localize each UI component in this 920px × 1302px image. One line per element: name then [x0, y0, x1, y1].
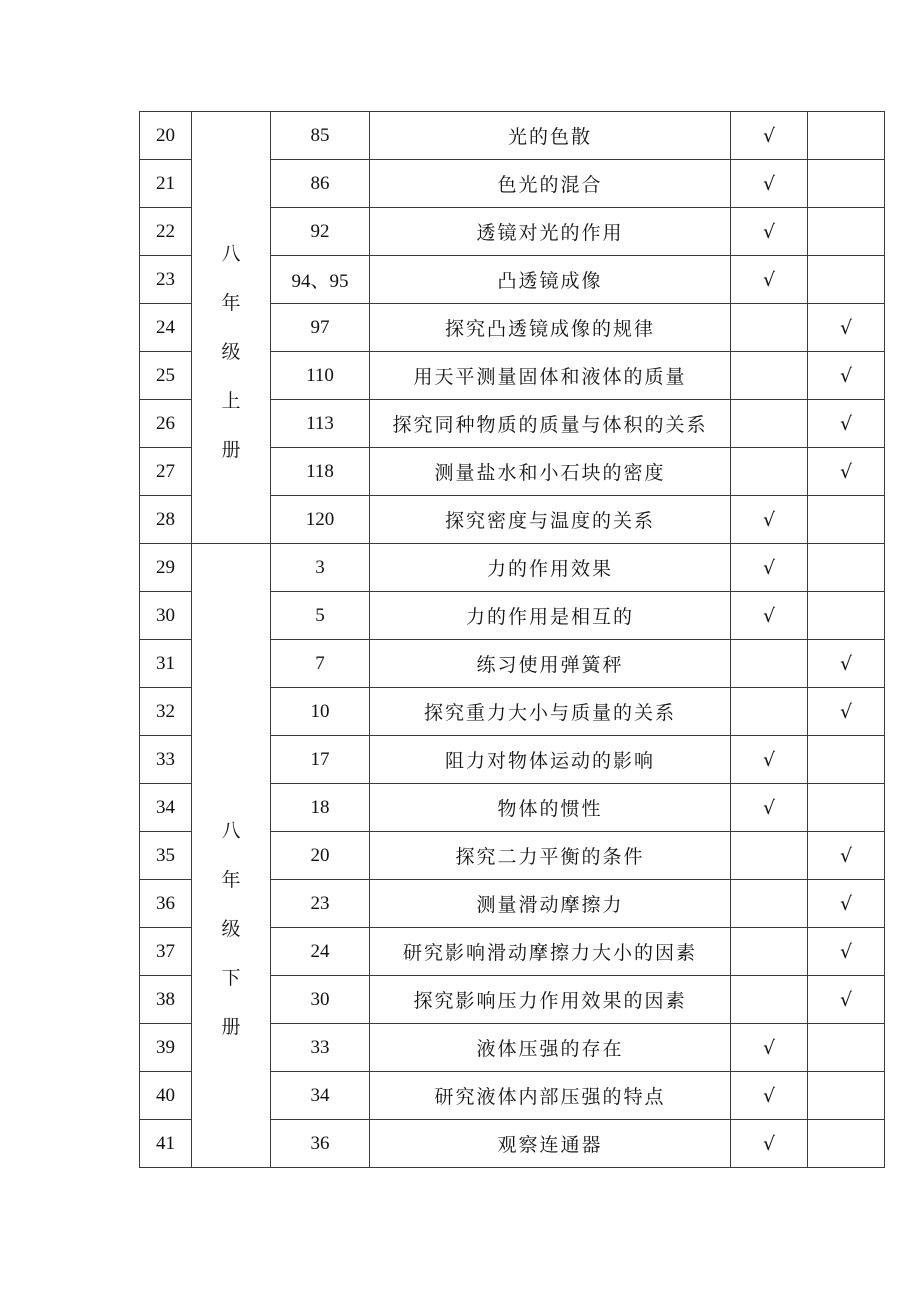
experiment-title: 探究二力平衡的条件	[370, 832, 731, 880]
group-check: √	[808, 832, 885, 880]
page-number: 34	[271, 1072, 370, 1120]
volume-label	[192, 112, 271, 544]
row-number: 25	[140, 352, 192, 400]
group-check	[808, 1072, 885, 1120]
demo-check: √	[731, 496, 808, 544]
volume-label-chars	[192, 181, 270, 475]
page-number: 7	[271, 640, 370, 688]
row-number: 32	[140, 688, 192, 736]
demo-check	[731, 688, 808, 736]
table-row	[140, 112, 885, 160]
row-number: 27	[140, 448, 192, 496]
page-number: 118	[271, 448, 370, 496]
row-number: 35	[140, 832, 192, 880]
group-check: √	[808, 448, 885, 496]
experiment-title: 探究重力大小与质量的关系	[370, 688, 731, 736]
demo-check	[731, 880, 808, 928]
group-check: √	[808, 976, 885, 1024]
demo-check: √	[731, 1120, 808, 1168]
experiment-title: 探究凸透镜成像的规律	[370, 304, 731, 352]
page-number: 120	[271, 496, 370, 544]
demo-check	[731, 304, 808, 352]
volume-label-char: 册	[221, 438, 241, 461]
row-number: 20	[140, 112, 192, 160]
group-check	[808, 592, 885, 640]
experiment-title: 液体压强的存在	[370, 1024, 731, 1072]
group-check: √	[808, 880, 885, 928]
demo-check: √	[731, 112, 808, 160]
experiment-title: 力的作用效果	[370, 544, 731, 592]
experiment-title: 用天平测量固体和液体的质量	[370, 352, 731, 400]
demo-check	[731, 352, 808, 400]
page-number: 3	[271, 544, 370, 592]
row-number: 21	[140, 160, 192, 208]
row-number: 36	[140, 880, 192, 928]
volume-label-char: 年	[221, 291, 241, 314]
group-check: √	[808, 688, 885, 736]
group-check	[808, 256, 885, 304]
experiment-title: 光的色散	[370, 112, 731, 160]
page-number: 85	[271, 112, 370, 160]
row-number: 39	[140, 1024, 192, 1072]
volume-label-char: 八	[221, 819, 241, 842]
demo-check	[731, 832, 808, 880]
row-number: 22	[140, 208, 192, 256]
group-check	[808, 496, 885, 544]
volume-label-chars	[192, 660, 270, 1052]
page-number: 10	[271, 688, 370, 736]
page-number: 97	[271, 304, 370, 352]
experiment-title: 研究影响滑动摩擦力大小的因素	[370, 928, 731, 976]
experiment-title: 物体的惯性	[370, 784, 731, 832]
volume-label-char: 下	[221, 966, 241, 989]
demo-check: √	[731, 1072, 808, 1120]
page-number: 33	[271, 1024, 370, 1072]
group-check	[808, 112, 885, 160]
volume-label-char: 年	[221, 868, 241, 891]
experiment-title: 练习使用弹簧秤	[370, 640, 731, 688]
volume-label-char: 八	[221, 242, 241, 265]
experiment-title: 力的作用是相互的	[370, 592, 731, 640]
page-number: 94、95	[271, 256, 370, 304]
experiment-title: 探究同种物质的质量与体积的关系	[370, 400, 731, 448]
page-number: 20	[271, 832, 370, 880]
row-number: 38	[140, 976, 192, 1024]
page-number: 113	[271, 400, 370, 448]
table-row	[140, 544, 885, 592]
group-check: √	[808, 400, 885, 448]
row-number: 37	[140, 928, 192, 976]
row-number: 30	[140, 592, 192, 640]
row-number: 23	[140, 256, 192, 304]
page-number: 30	[271, 976, 370, 1024]
demo-check: √	[731, 160, 808, 208]
experiment-title: 研究液体内部压强的特点	[370, 1072, 731, 1120]
row-number: 34	[140, 784, 192, 832]
demo-check: √	[731, 736, 808, 784]
demo-check: √	[731, 784, 808, 832]
group-check	[808, 544, 885, 592]
row-number: 33	[140, 736, 192, 784]
row-number: 31	[140, 640, 192, 688]
experiment-title: 凸透镜成像	[370, 256, 731, 304]
volume-label-char: 册	[221, 1015, 241, 1038]
group-check	[808, 736, 885, 784]
demo-check: √	[731, 1024, 808, 1072]
demo-check	[731, 976, 808, 1024]
volume-label-char: 级	[221, 340, 241, 363]
row-number: 26	[140, 400, 192, 448]
volume-label	[192, 544, 271, 1168]
demo-check	[731, 400, 808, 448]
group-check: √	[808, 352, 885, 400]
page-number: 86	[271, 160, 370, 208]
group-check	[808, 160, 885, 208]
row-number: 29	[140, 544, 192, 592]
page-number: 24	[271, 928, 370, 976]
volume-label-char: 级	[221, 917, 241, 940]
group-check: √	[808, 928, 885, 976]
page-number: 110	[271, 352, 370, 400]
experiment-title: 测量盐水和小石块的密度	[370, 448, 731, 496]
demo-check: √	[731, 256, 808, 304]
demo-check	[731, 928, 808, 976]
row-number: 40	[140, 1072, 192, 1120]
row-number: 41	[140, 1120, 192, 1168]
page-number: 18	[271, 784, 370, 832]
row-number: 28	[140, 496, 192, 544]
volume-label-char: 上	[221, 389, 241, 412]
experiment-title: 探究影响压力作用效果的因素	[370, 976, 731, 1024]
group-check: √	[808, 640, 885, 688]
experiment-title: 测量滑动摩擦力	[370, 880, 731, 928]
group-check	[808, 1024, 885, 1072]
experiment-title: 探究密度与温度的关系	[370, 496, 731, 544]
page-number: 17	[271, 736, 370, 784]
experiment-title: 阻力对物体运动的影响	[370, 736, 731, 784]
page-number: 5	[271, 592, 370, 640]
row-number: 24	[140, 304, 192, 352]
group-check	[808, 784, 885, 832]
demo-check	[731, 448, 808, 496]
demo-check	[731, 640, 808, 688]
group-check	[808, 208, 885, 256]
experiment-table-body	[140, 112, 885, 1168]
demo-check: √	[731, 208, 808, 256]
page-number: 36	[271, 1120, 370, 1168]
page-number: 23	[271, 880, 370, 928]
demo-check: √	[731, 592, 808, 640]
demo-check: √	[731, 544, 808, 592]
group-check	[808, 1120, 885, 1168]
experiment-title: 观察连通器	[370, 1120, 731, 1168]
experiment-title: 透镜对光的作用	[370, 208, 731, 256]
group-check: √	[808, 304, 885, 352]
experiment-title: 色光的混合	[370, 160, 731, 208]
page-number: 92	[271, 208, 370, 256]
experiment-table	[139, 111, 885, 1168]
